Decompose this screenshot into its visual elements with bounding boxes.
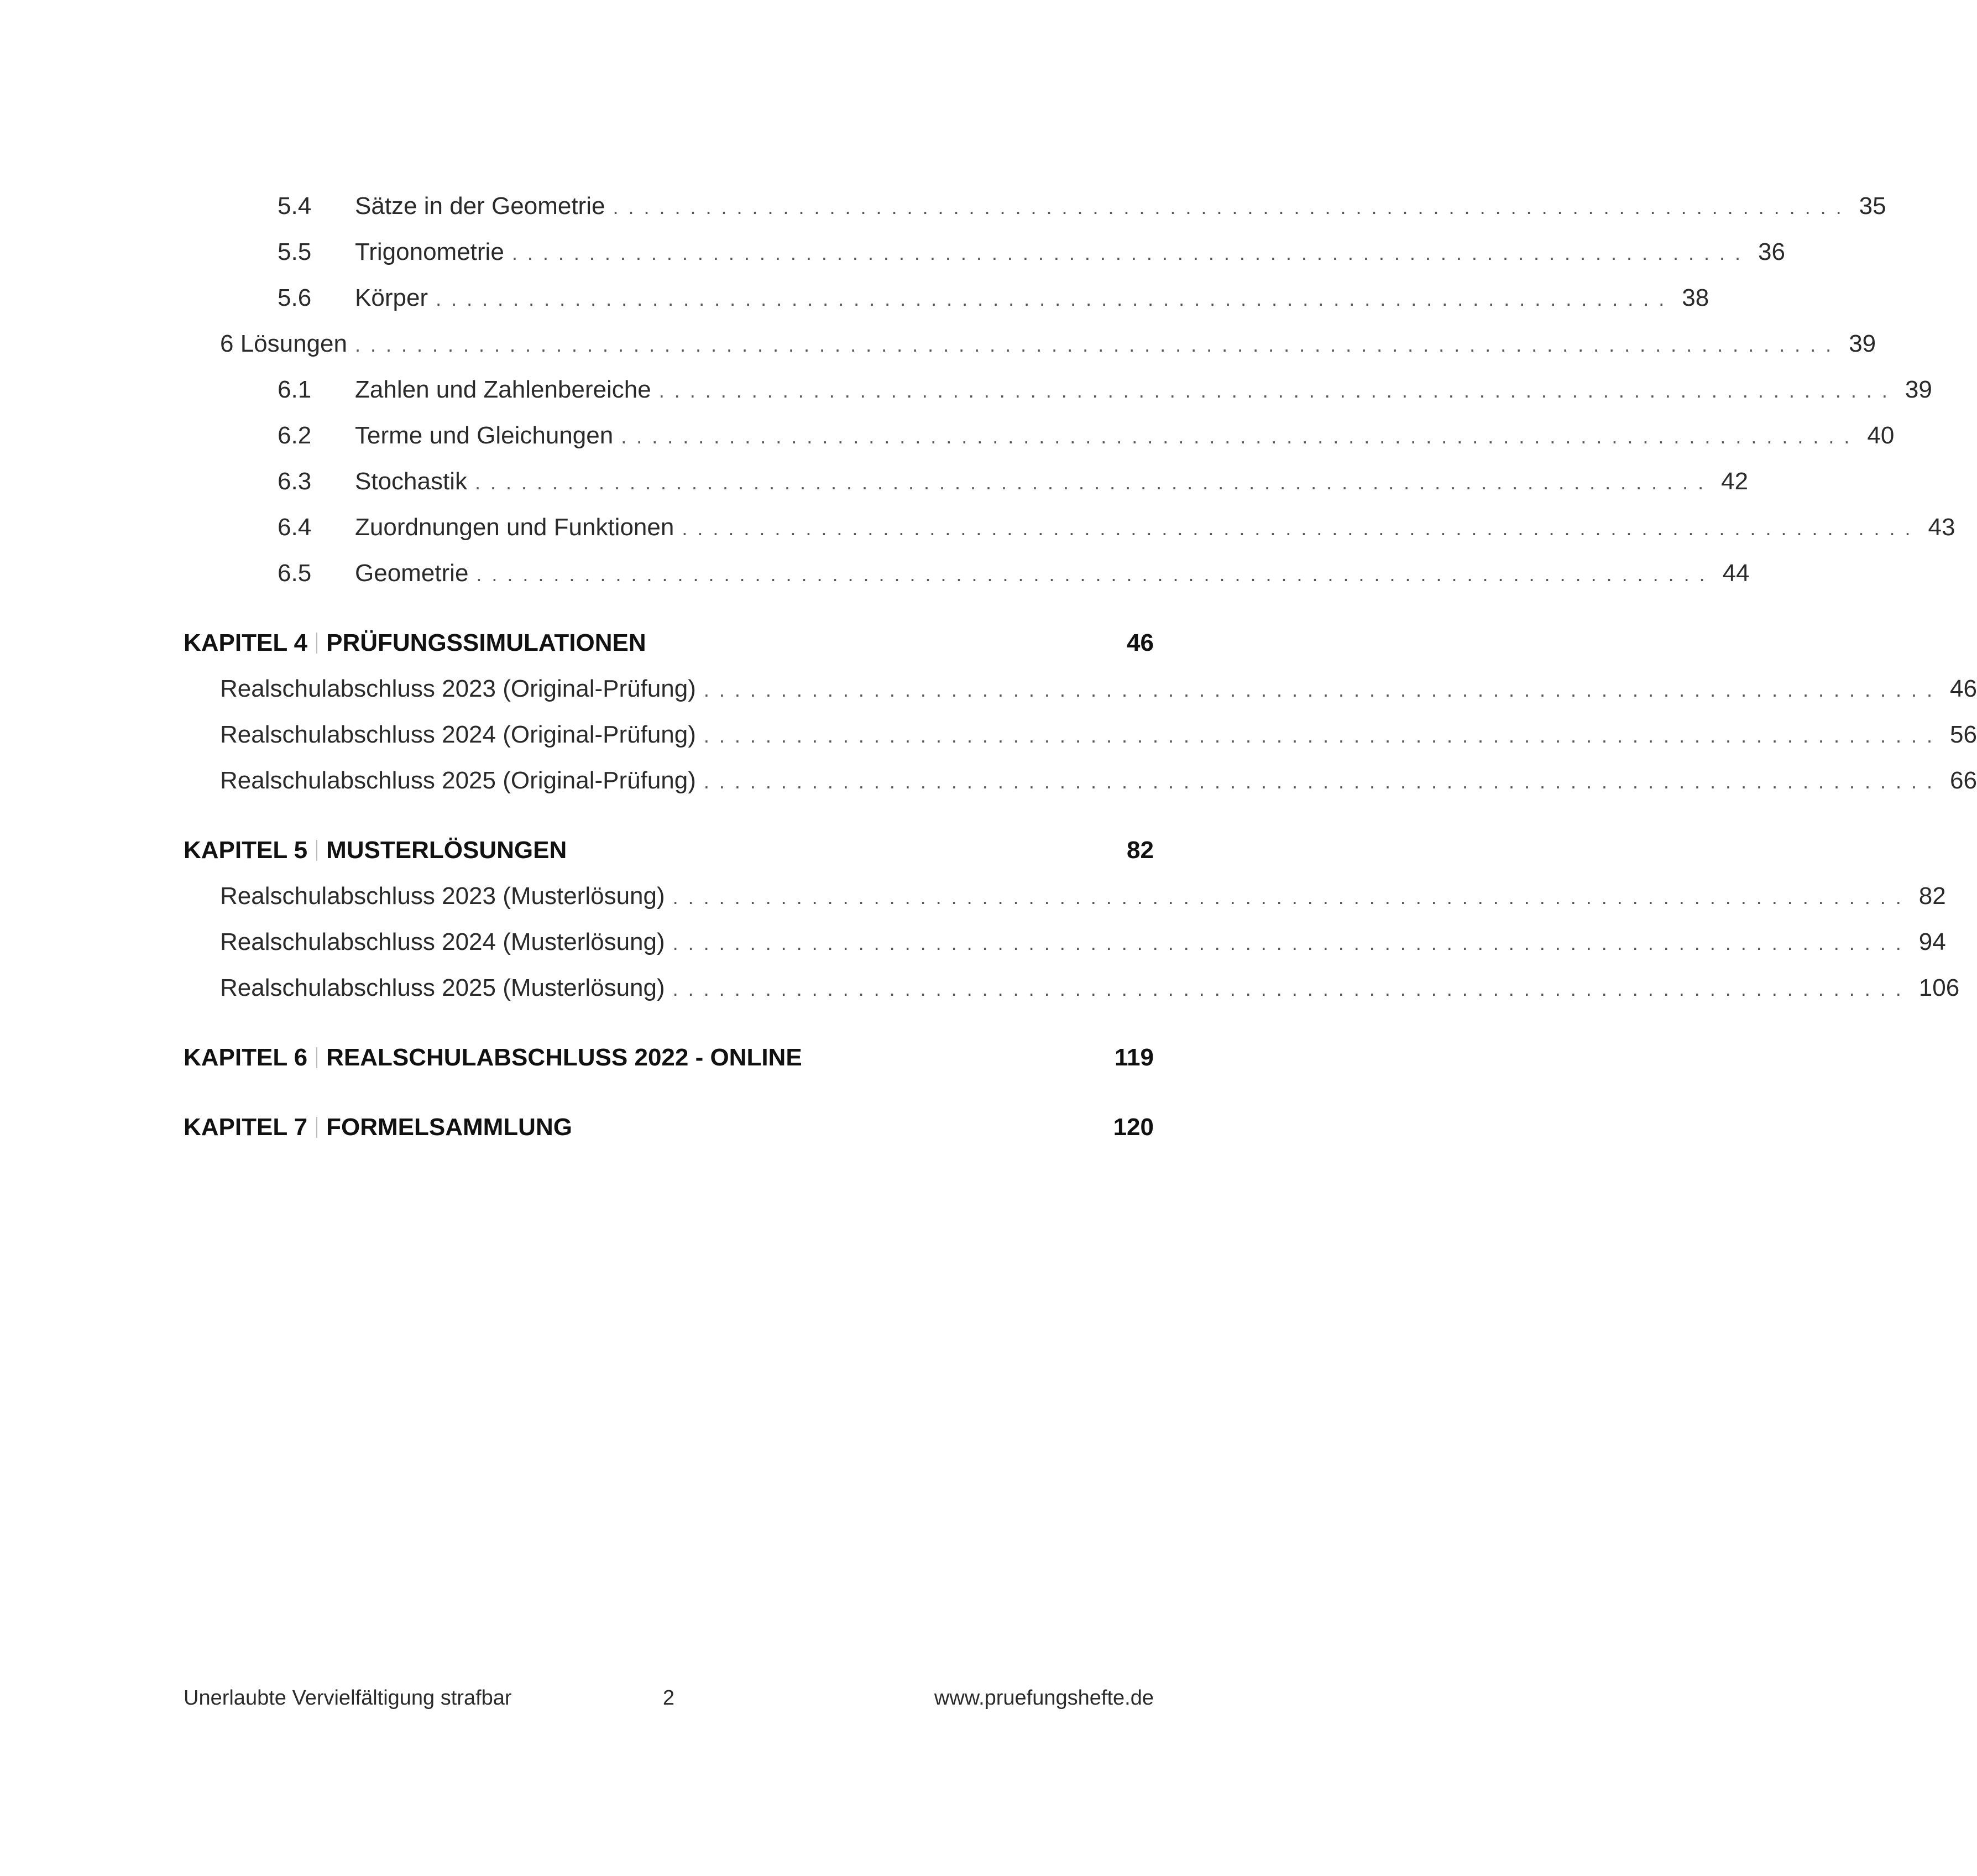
dot-leader: ................................................................................ bbox=[658, 379, 1897, 402]
chapter-page: 46 bbox=[1127, 629, 1154, 656]
chapter-page: 119 bbox=[1115, 1043, 1154, 1071]
toc-entry-page: 66 bbox=[1950, 766, 1977, 794]
toc-entry-page: 42 bbox=[1721, 467, 1749, 495]
toc-entry-k4-1[interactable] bbox=[184, 666, 1977, 712]
table-of-contents bbox=[184, 183, 1977, 1150]
toc-chapter-7[interactable] bbox=[184, 1104, 1154, 1150]
toc-entry-title: Realschulabschluss 2025 (Musterlösung) bbox=[220, 974, 665, 1001]
toc-chapter-4[interactable] bbox=[184, 620, 1154, 666]
toc-entry-k5-3[interactable] bbox=[184, 965, 1960, 1011]
toc-entry-page: 44 bbox=[1722, 559, 1750, 587]
toc-entry-number: 6.3 bbox=[278, 467, 312, 495]
chapter-separator bbox=[316, 633, 317, 654]
toc-entry-number: 5.6 bbox=[278, 284, 312, 311]
chapter-label: KAPITEL 6 bbox=[184, 1043, 308, 1071]
toc-entry-title: Realschulabschluss 2024 (Original-Prüfung) bbox=[220, 720, 696, 748]
chapter-label: KAPITEL 4 bbox=[184, 629, 308, 656]
toc-entry-number: 6.5 bbox=[278, 559, 312, 587]
toc-entry-number: 6.2 bbox=[278, 421, 312, 449]
dot-leader: ................................................................................ bbox=[476, 562, 1715, 586]
footer-page-number: 2 bbox=[662, 1686, 675, 1710]
dot-leader: ................................................................................ bbox=[672, 977, 1911, 1000]
chapter-label: KAPITEL 7 bbox=[184, 1113, 308, 1141]
toc-entry-title: Stochastik bbox=[355, 467, 467, 495]
toc-entry-k5-2[interactable] bbox=[184, 919, 1946, 965]
chapter-title: REALSCHULABSCHLUSS 2022 - ONLINE bbox=[326, 1043, 802, 1071]
dot-leader: ................................................................................ bbox=[682, 516, 1921, 540]
chapter-title: FORMELSAMMLUNG bbox=[326, 1113, 572, 1141]
toc-entry-page: 36 bbox=[1758, 238, 1785, 265]
dot-leader: ................................................................................ bbox=[511, 241, 1750, 264]
dot-leader: ................................................................................ bbox=[613, 195, 1852, 218]
toc-entry-number: 6.4 bbox=[278, 513, 312, 541]
dot-leader: ................................................................................ bbox=[703, 724, 1943, 747]
toc-entry-page: 56 bbox=[1950, 720, 1977, 748]
toc-entry-title: Zuordnungen und Funktionen bbox=[355, 513, 674, 541]
toc-entry-title: Realschulabschluss 2024 (Musterlösung) bbox=[220, 928, 665, 955]
toc-entry-5-6[interactable] bbox=[184, 275, 1709, 321]
toc-chapter-6[interactable] bbox=[184, 1034, 1154, 1080]
dot-leader: ................................................................................ bbox=[672, 885, 1911, 908]
toc-entry-title: Trigonometrie bbox=[355, 238, 504, 265]
toc-entry-title: Körper bbox=[355, 284, 428, 311]
toc-entry-title: Realschulabschluss 2023 (Musterlösung) bbox=[220, 882, 665, 910]
dot-leader: ................................................................................ bbox=[436, 287, 1675, 310]
toc-entry-page: 106 bbox=[1918, 974, 1960, 1001]
toc-entry-page: 39 bbox=[1905, 375, 1932, 403]
chapter-separator bbox=[316, 840, 317, 861]
chapter-title: PRÜFUNGSSIMULATIONEN bbox=[326, 629, 646, 656]
toc-entry-page: 40 bbox=[1867, 421, 1895, 449]
dot-leader: ................................................................................ bbox=[672, 931, 1911, 954]
dot-leader: ................................................................................................ bbox=[355, 333, 1842, 356]
toc-entry-page: 35 bbox=[1859, 192, 1886, 220]
toc-entry-number: 6.1 bbox=[278, 375, 312, 403]
toc-chapter-5[interactable] bbox=[184, 827, 1154, 873]
chapter-page: 120 bbox=[1113, 1113, 1154, 1141]
toc-entry-page: 43 bbox=[1928, 513, 1955, 541]
dot-leader: ................................................................................ bbox=[703, 770, 1943, 793]
chapter-label: KAPITEL 5 bbox=[184, 836, 308, 864]
toc-section-6[interactable] bbox=[184, 321, 1876, 367]
toc-entry-page: 38 bbox=[1682, 284, 1709, 311]
toc-entry-title: Geometrie bbox=[355, 559, 469, 587]
toc-entry-title: Terme und Gleichungen bbox=[355, 421, 614, 449]
chapter-separator bbox=[316, 1117, 317, 1138]
toc-entry-k4-3[interactable] bbox=[184, 757, 1977, 803]
toc-section-page: 39 bbox=[1849, 330, 1876, 357]
toc-entry-page: 94 bbox=[1918, 928, 1946, 955]
toc-entry-5-4[interactable] bbox=[184, 183, 1886, 229]
chapter-title: MUSTERLÖSUNGEN bbox=[326, 836, 567, 864]
toc-entry-title: Realschulabschluss 2025 (Original-Prüfung) bbox=[220, 766, 696, 794]
chapter-separator bbox=[316, 1047, 317, 1068]
dot-leader: ................................................................................ bbox=[474, 471, 1714, 494]
toc-entry-title: Zahlen und Zahlenbereiche bbox=[355, 375, 651, 403]
footer-website-link[interactable]: www.pruefungshefte.de bbox=[934, 1686, 1154, 1710]
toc-entry-number: 5.4 bbox=[278, 192, 312, 220]
toc-entry-6-3[interactable] bbox=[184, 458, 1749, 504]
toc-entry-number: 5.5 bbox=[278, 238, 312, 265]
toc-entry-page: 46 bbox=[1950, 675, 1977, 702]
toc-entry-6-5[interactable] bbox=[184, 550, 1750, 596]
toc-entry-k4-2[interactable] bbox=[184, 712, 1977, 757]
toc-entry-title: Realschulabschluss 2023 (Original-Prüfung) bbox=[220, 675, 696, 702]
toc-entry-5-5[interactable] bbox=[184, 229, 1785, 275]
toc-section-title: 6 Lösungen bbox=[220, 330, 347, 357]
dot-leader: ................................................................................ bbox=[703, 678, 1943, 701]
page-footer bbox=[184, 1686, 1154, 1710]
toc-entry-page: 82 bbox=[1918, 882, 1946, 910]
toc-entry-6-4[interactable] bbox=[184, 504, 1955, 550]
footer-copyright-notice: Unerlaubte Vervielfältigung strafbar bbox=[184, 1686, 512, 1710]
dot-leader: ................................................................................ bbox=[621, 425, 1860, 448]
toc-entry-6-2[interactable] bbox=[184, 412, 1895, 458]
toc-entry-k5-1[interactable] bbox=[184, 873, 1946, 919]
toc-entry-6-1[interactable] bbox=[184, 367, 1932, 412]
chapter-page: 82 bbox=[1127, 836, 1154, 864]
toc-entry-title: Sätze in der Geometrie bbox=[355, 192, 605, 220]
